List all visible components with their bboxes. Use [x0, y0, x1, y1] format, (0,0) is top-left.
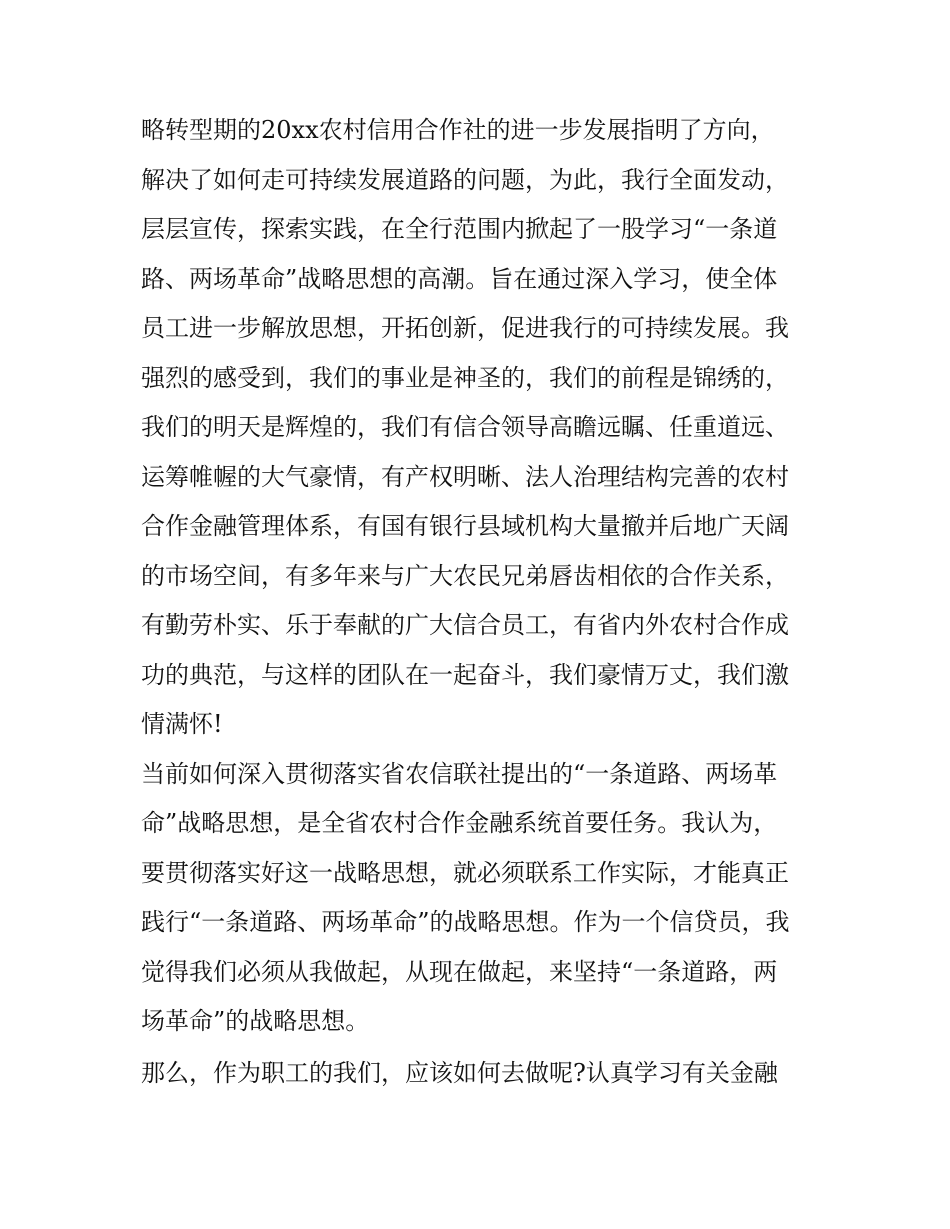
text-line: 合作金融管理体系，有国有银行县域机构大量撤并后地广天阔 [141, 512, 789, 540]
text-line: 解决了如何走可持续发展道路的问题，为此，我行全面发动， [141, 165, 789, 194]
text-line: 强烈的感受到，我们的事业是神圣的，我们的前程是锦绣的， [141, 363, 789, 392]
document-body [141, 106, 821, 1098]
text-line: 那么，作为职工的我们，应该如何去做呢?认真学习有关金融 [141, 1058, 778, 1087]
paragraph-2 [141, 750, 821, 1047]
text-line: 觉得我们必须从我做起，从现在做起，来坚持“一条道路，两 [141, 957, 778, 986]
text-line: 略转型期的20xx农村信用合作社的进一步发展指明了方向， [141, 116, 775, 144]
text-line: 有勤劳朴实、乐于奉献的广大信合员工，有省内外农村合作成 [141, 611, 789, 639]
text-line: 命”战略思想，是全省农村合作金融系统首要任务。我认为， [141, 809, 778, 837]
text-line: 的市场空间，有多年来与广大农民兄弟唇齿相依的合作关系， [141, 561, 789, 590]
text-line: 情满怀! [141, 710, 223, 738]
text-line: 当前如何深入贯彻落实省农信联社提出的“一条道路、两场革 [141, 759, 778, 788]
paragraph-1 [141, 106, 821, 750]
text-line: 路、两场革命”战略思想的高潮。旨在通过深入学习，使全体 [141, 264, 778, 293]
text-line: 我们的明天是辉煌的，我们有信合领导高瞻远瞩、任重道远、 [141, 413, 789, 441]
text-line: 要贯彻落实好这一战略思想，就必须联系工作实际，才能真正 [141, 858, 789, 887]
text-line: 功的典范，与这样的团队在一起奋斗，我们豪情万丈，我们激 [141, 660, 789, 689]
text-line: 运筹帷幄的大气豪情，有产权明晰、法人治理结构完善的农村 [141, 462, 789, 491]
text-line: 践行“一条道路、两场革命”的战略思想。作为一个信贷员，我 [141, 908, 790, 936]
paragraph-3 [141, 1049, 821, 1099]
text-line: 场革命”的战略思想。 [141, 1007, 370, 1035]
text-line: 员工进一步解放思想，开拓创新，促进我行的可持续发展。我 [141, 314, 789, 342]
text-line: 层层宣传，探索实践，在全行范围内掀起了一股学习“一条道 [141, 215, 778, 243]
